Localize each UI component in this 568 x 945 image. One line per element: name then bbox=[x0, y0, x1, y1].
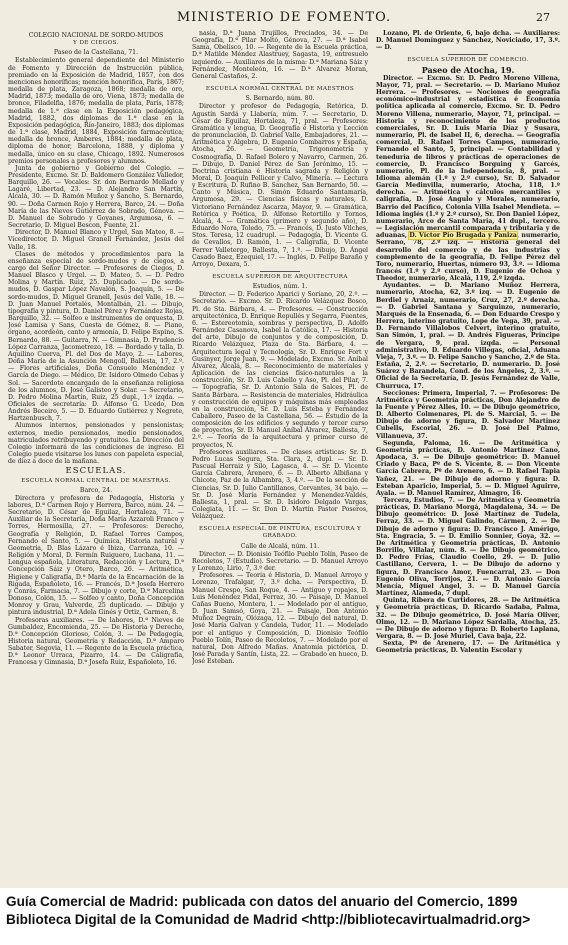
paragraph: Segunda, Paloma, 16. — De Aritmética y Geometría prácticas, D. Antonio Martínez Cano, Apodaca, 3. — De Dibujo geométrico: D. Manuel Criado y Baca, Pº de S. Vicente, 8. — Don Vicente García Cabrera, Pº de Arenero, 6. — D. Rafael Tapia Yañez, 21. — De Dibujo de adorno y figura: D. Esteban Aparicio, Imperial, 5. — D. Miguel Aguirre, Ayala. — D. Manuel Ramírez, Almagro, 16. bbox=[376, 439, 560, 497]
section-subheading: Y DE CIEGOS. bbox=[73, 40, 119, 47]
paragraph: Sexta, Pº de Arenero, 17. — De Aritmética y Geometría prácticas, D. Valentín Escolar y bbox=[376, 640, 560, 655]
section-address: Paseo de Atocha, 19. bbox=[421, 64, 515, 75]
paragraph: Clases de métodos y procedimientos para la enseñanza especial de sordo-mudos y de ciegos, a cargo del Señor Director. — Profesores de Ciegos, D. Manuel Blasco y Urgel. — D. Mateo, 5. — D. Pedro Molina y Martín. Ruiz, 25. Duplicado. — De sordo-mudos, D. Gaspar López Navalón, S. Joaquín, 5. — De sordo-mudos, D. Miguel Granell, Jesús del Valle, 18. — D. Juan Manuel Portalés, Montalbán, 21. — Dibujo, tipografía y pintura, D. Daniel Pérez y Fernández Rojas, Barquillo, 32. — Solfeo e instrumentos de orquesta, D. José Lamisa y Sans, Cuesta de Gómez, 8. — Piano, órgano, acordeón, canto y armonía, D. Felipe Espino, S. Bernardo, 88. — Guitarra, N. — Gimnasia, D. Prudencio López Carranza, Jacometrezo, 18. — Bordado y talla, D. Aquilino Cuerva, Pl. del Dos de Mayo, 2. — Labores, Doña María de la Asunción Mengoll, Ballesta, 17, 2.º. — Flores artificiales, Doña Consuelo Menéndez y García de Diego. — Médico, Dr. Isidoro Olmedo Cebas y Sol. — Sacerdote encargado de la enseñanza religiosa de los alumnos, D. José Galisteo y Solar. — Secretario, D. Pedro Molina Martín, Ruiz, 25 dupl., 1.º izqda. — Oficiales de secretaría: D. Alfonso G. Ucedo, Don Andrés Beceiro, 5. — D. Eduardo Gutiérrez y Negrete, Hartzenbusch, 7. bbox=[8, 250, 184, 423]
section-address: Paseo de la Castellana, 71. bbox=[53, 49, 139, 57]
section-address: Calle de Alcalá, núm. 11. bbox=[240, 542, 320, 550]
paragraph: Profesores auxiliares. — De clases artísticas: Sr. D. Pedro Lucas Segura, Sta. Clara, 2, dupl. — Sr. D. Pascual Herraiz y Silo, Lagasca, 4. — Sr. D. Vicente García Cabrera, Arenero, 6. — D. Alberto Albiñana y Chicote, Paz de la Albambra, 3, 4.º. — De la sección de Ciencias, Sr. D. Julio Cantillanos, Cervantes, 34 bajo. — Sr. D. José María Fernández y Menendez-Valdés, Ballesta, 1, pral. — Sr. D. Isidoro Delgado Vargas, Colegiata, 11. — Sr. Don D. Martín Pastor Poseros, Velázquez. bbox=[192, 448, 368, 521]
section-address: S. Bernardo, núm. 80. bbox=[245, 95, 315, 103]
section-heading: ESCUELA SUPERIOR DE COMERCIO. bbox=[407, 57, 529, 64]
paragraph: Director y profesor de Pedagogía, Retórica, D. Agustín Sardá y Llabería, núm. 7. — Secretario, D. César de Eguilaz, Hortaleza, 71, pral. — Profesores: Gramática y lengua, D. Geografía é Historia y Lección de pronunciación, D. Gabriel Valle, Embajadores, 21. — Aritmética y Álgebra, D. Eugenio Combarros y España, Atocha, 26. — Geometría, Trigonometría y Cosmografía, D. Rafael Bolero y Navarro, Carmen, 26. — Dibujo, D. Daniel Pérez de San Jerónimo, 15. — Doctrina cristiana é Historia sagrada y Religión y Moral, D. Joaquín Pellicer y Calvo, Minería. — Lectura y Escritura, D. Rufino B. Sanchez, San Bernardo, 50. — Canto y Música, D. Simón Eduardo Santamaría, Argumosa, 29. — Ciencias físicas y naturales, D. Victoriano Fernández Ascarza, Mayor, 9. — Gramática, Retórica y Poética, D. Alfonso Retortillo y Tornos, Alcalá, 4. — Gramática (primero y segundo año), D. Eduardo Nora, Toledo, 75. — Francés, D. Justo Vilches, Stos. Teresa, 12 cuadrupl. — Pedagogía, D. Vicente G. de Cevallos, D. Ramón, 1. — Caligrafía, D. Vicente Ferrer Valletergo, Ballesta, 7, 1.º. — Dibujo, D. Ángel Casado Baez, Ezequiel, 17. — Inglés, D. Felipe Baraño y Arroyo, Dexara, 5. bbox=[192, 103, 368, 268]
paragraph: Director. — D. Federico Aparici y Soriano, 20, 2.º. — Secretario. — Excmo. Sr. D. Ricardo Velázquez Bosco, Pl. de Sta. Bárbara, 4. — Profesores. — Construcción arquitectónica, D. Enrique Repullés y Segarra, Fuentes, 6. — Estereotomía, sombras y perspectiva, D. Adolfo Fernández Casanova, Isabel la Católica, 17. — Historia del arte, Dibujo de conjuntos y de composición, D. Ricardo Velázquez, Plaza de Sta. Bárbara, 4. — Arquitectura legal y Tecnología, Sr. D. Enrique Fort y Gusinyer, Jorge Juan, 9. — Modelado, Excmo. Sr. Aníbal Álvarez, Alcalá, 8. — Reconocimiento de materiales y Aplicación de las ciencias físico-naturales a la construcción, Sr. D. Luis Cabello y Aso, Pl. del Pilar, 7. — Topografía, Sr. D. Antonio Sala de Salces, Pl. de Santa Bárbara. — Resistencia de materiales, Hidráulica y construcción de equipos y máquinas más empleadas en la construcción, Sr. D. Luis Esteba y Fernández Caballero, Paseo de la Castellana, 56. — Estudio de la composición de los edificios y segundo y tercer curso de proyectos, Sr. D. Manuel Aníbal Álvarez, Ballesta, 7, 2.º. — Teoría de la arquitectura y primer curso de proyectos, N. bbox=[192, 291, 368, 449]
paragraph: Establecimiento general dependiente del Ministerio de Fomento y Dirección de Instrucción pública, premiado en la Exposición de Madrid, 1857, con dos menciones honoríficas; mención honorífica, París, 1867; medalla de plata, Zaragoza, 1868; medalla de oro, Madrid, 1873; medalla de oro, Viena, 1873; medalla de bronce, Filadelfia, 1876; medalla de plata, París, 1878; medalla de 1.ª clase en la Exposición pedagógica, Madrid, 1882, dos diplomas de 1.ª clase en la Exposición pedagógica, Río-Janeiro, 1883; dos diplomas de 1.ª clase, Madrid, 1884, Exposición farmacéutica; medalla de bronce, Amberes, 1884; medalla de plata, diploma de honor, Barcelona, 1888, y diploma y medalla, único en su clase, Chicago, 1892. Numerosos premios personales a profesores y alumnos. bbox=[8, 57, 184, 165]
caption-title: Guía Comercial de Madrid: publicada con datos del anuario del Comercio, 1899 bbox=[6, 894, 518, 909]
paragraph: Tercera, Estudios, 7. — De Aritmética y Geometría prácticas, D. Mariano Morgá, Magdalena, 34. — De Dibujo geométrico: D. José Martínez de Tudela, Ferraz, 33. — D. Miguel Galindo, Cármen, 2. — De Dibujo de adorno y figura: D. Francisco J. Amérigo, Sta. Engracia, 5. — D. Emilio Sonnier, Goya, 32. — De Aritmética y Geometría prácticas, D. Antonio Borrillo, Villalar, núm. 8. — De Dibujo geométrico, D. Pedro Frías, Claudio Coello, 29. — D. Julio Castillano, Cervera, 1. — De Dibujo de adorno y figura, D. Francisco Amor, Fuencarral, 23. — Don Eugenio Oliva, Torrijos, 21. — D. Antonio García Mencía, Miguel Angel, 3. — D. Manuel García Martínez, Alameda, 7 dupl. bbox=[376, 497, 560, 598]
section-heading: ESCUELA SUPERIOR DE ARQUITECTURA bbox=[212, 274, 348, 280]
paragraph: Lozano, Pl. de Oriente, 6, bajo dcha. — Auxiliares: D. Manuel Domínguez y Sánchez, Noviciado, 17, 3.º. — D. bbox=[376, 30, 560, 52]
paragraph-text: Director. — Excmo. Sr. D. Pedro Moreno Villena, Mayor, 71, pral. — Secretario. — D. Mariano Muñoz Herrera. — Profesores. — Nociones de geografía económico-industrial y estadística é Economía política aplicada al comercio, Excmo. Sr. D. Pedro Moreno Villena, numerario, Mayor, 71, principal. — Historia y reconocimiento de los productos comerciales, Sr. D. Luis María Díaz y Susara, numerario, Pl. de Isabel II, 6, derecha. — Geografía comercial, D. Rafael Torres Campos, numerario, Fernando el Santo, 5, principal. — Contabilidad y teneduría de libros y prácticas de operaciones de comercio, D. Francisco Borguing y Garcés, numerario, Pl. de la Independencia, 8, pral. — Idioma alemán (1.º y 2.º curso), Sr. D. Salvador García Medinvilla, numerario, Atocha, 118, 1.º derecha. — Aritmética y cálculos mercantiles y caligrafía, D. José Angulo y Morales, numerario, Barrio del Pacífico, Colonia Villa Isabel Mendieta. — Idioma inglés (1.º y 2.º curso), Sr. Don Daniel López, numerario, Arco de Santa María, 41 dupl., tercero. — Legislación mercantil comparada y tributaria y de aduanas, bbox=[376, 74, 560, 240]
paragraph: nasia, D.ª Juana Trujillos, Preciados, 34. — De Geografía, D.ª Pilar Moltó, Génova, 27. — D.ª Isabel Sama, Obelisco, 10. — Regente de la Escuela práctica, D.ª Matilde Méndez Alastruey, Sagasta, 19, entresuelo izquierdo. — Auxiliares de la misma: D.ª Mariana Sáiz y Fernández, Monteleón, 16. — D.ª Alvarez Moran, General Castaños, 2. bbox=[192, 30, 368, 80]
column-right bbox=[376, 30, 560, 882]
divider bbox=[260, 523, 300, 524]
section-heading: COLEGIO NACIONAL DE SORDO-MUDOS bbox=[28, 32, 164, 39]
paragraph: Ayudantes. — D. Mariano Muñoz Herrera, numerario, Atocha, 62, 3.º izq. — D. Eugenio de Berdiel y Arnaiz, numerario, Cruz, 27, 2.º derecha. — D. Gabriel Santana y Sarguinzo, numerario, Marqués de la Ensenada, 6. — Don Eduardo Crespo y Herrera, interino gratuito, Lope de Vega, 39, pral. — D. Fernando Villalobos Celvert, interino gratuito, San Simón, 1, pral. — D. Andrés Figueras, Príncipe de Vergara, 9, pral. izqda. — Personal administrativo, D. Eduardo Villegas, oficial, Aduana Vieja, 7, 3.º. — D. Felipe Sancho y Sancho, 2.º de Sta. Estaña, 2, 2.º. — Secretario, D. numerario. D. José Suárez y Barandela, Cond. de los Ángeles, 2, 3.º. — Oficial de la Secretaría, D. Jesús Fernández de Valle, Churruca, 17. bbox=[376, 282, 560, 390]
divider bbox=[260, 271, 300, 272]
caption-bar bbox=[0, 888, 568, 945]
paragraph: Director, D. Manuel Blanco y Urgel, San Mateo, 8. — Vicedirector, D. Miguel Granell Fernández, Jesús del Valle, 18. bbox=[8, 229, 184, 251]
paragraph: Profesores. — Teoría é Historia, D. Manuel Arroyo y Lorenzo, Trafalgar, 7, 3.º dcha. — Perspectiva, D. Manuel Crespo, San Roque, 4. — Antiguo y ropajes, D. Luis Menéndez Pidal, Ferraz, 30. — Paisaje, D. Manuel Cañas Bueno, Montera, 1. — Modelado por el antiguo, D. Juan Samsó, Goya, 21. — Paisaje, Don Antonio Muñoz Degrain, Olózaga, 12. — Dibujo del natural, D. José María Galvan y Candela, Tudor, 11. — Modelado por el antiguo y Composición, D. Dionisio Teófilo Pueblo Tolín, Paseo de Recoletos, 7. — Modelado por el natural, Don Alfredo Mañas. Anatomía pictórica, D. José Parada y Santín, Lista, 22. — Grabado en hueco, D. José Esteban. bbox=[192, 572, 368, 666]
paragraph bbox=[376, 75, 560, 283]
divider bbox=[260, 83, 300, 84]
section-heading: ESCUELA NORMAL CENTRAL DE MAESTROS bbox=[205, 86, 355, 93]
column-middle bbox=[192, 30, 368, 882]
page-header bbox=[0, 10, 568, 30]
paragraph: Directora y profesora de Pedagogía, Historia y labores, D.ª Carmen Rojo y Herrera, Barco, núm. 24. — Secretario, D. César de Eguilaz, Hortaleza, 71. — Auxiliar de la Secretaría, Doña María Azzaroli Franco y Torres, Hermosilla, 27. — Profesores: Derecho, Geografía y Religión, D. Rafael Torres Campos, Fernando el Santo, 5. — Química, Historia natural y Geometría, D. Blas Lázaro é Ibiza, Carranza, 10. — Religión y Moral, D. Fermín Ruiguero, Luchana, 11. — Lengua española, Literatura, Redacción y Lectura, D.ª Concepción Sáiz y Otero, Barco, 26. — Aritmética, Higiene y Caligrafía, D.ª María de la Encarnación de la Rigada, Españoleto, 16. — Francés, D.ª Josefa Herrero y Conrás, Farmacia, 7. — Dibujo y corte, D.ª Marcelina Donoso, Colón, 15. — Solfeo y canto, Doña Concepción Monroy y Grau, Valverde, 25 duplicado. — Dibujo y pintura industrial, D.ª Adela Ginés y Ortiz, Carmen, 8. bbox=[8, 494, 184, 617]
paragraph: Alumnos internos, pensionados y pensionistas; externos, medio pensionados, medio pensionados, matriculados retribuyendo y gratuitos. La Dirección del Colegio informará de las condiciones de ingreso. El Colegio puede visitarse los lunes con papeleta especial, de diez a doce de la mañana. bbox=[8, 422, 184, 466]
divider bbox=[448, 54, 488, 55]
paragraph: Secciones: Primera, Imperial, 7. — Profesores: De Aritmética y Geometría prácticas, Don Alejandro de la Fuente y Pérez Alles, 10. — De Dibujo geométrico, D. Alberto Colmenares, Pl. de S. Marcial, 5. — De Dibujo de adorno y figura, D. Salvador Martínez Cubells, Escorial, 26. — D. José Del Palmo, Villanueva, 37. bbox=[376, 389, 560, 440]
paragraph: Director. — D. Dionisio Teófilo Pueblo Tolín, Paseo de Recoletos, 7 (Estudio). Secretario. — D. Manuel Arroyo y Lorenzo, Lirio, 7, 3.º der. bbox=[192, 550, 368, 573]
running-title: MINISTERIO DE FOMENTO. bbox=[176, 10, 392, 25]
caption-source: Biblioteca Digital de la Comunidad de Madrid <http://bibliotecavirtualmadrid.org> bbox=[6, 912, 531, 927]
section-heading: ESCUELAS. bbox=[65, 466, 127, 477]
highlighted-name: D. Víctor Pío Brugada y Paniza bbox=[409, 232, 517, 240]
column-left bbox=[8, 30, 184, 882]
paragraph: Junta de gobierno y Gobierno del Colegio. — Presidente, Excmo. Sr. D. Baldomero González Valledor, Barquillo, 26. — Vocales: Sr. don Bernardo Mellado y Lagaré, Libertad, 23. — D. Alejandro San Martín, Alcalá, 30. — D. Ramón Muñoz y Sancho, S. Bernardo, 90. — Doña Carmen Rojo y Herrera, Barco, 24. — Doña María de las Nieves Gutiérrez de Sobrado, Génova. — D. Manuel de Sobrado y Goyanes, Argumosa, 6. — Secretario, D. Miguel Bescon, Fuente, 21. bbox=[8, 164, 184, 230]
section-address: Estudios, núm. 1. bbox=[252, 283, 308, 291]
section-heading: ESCUELA ESPECIAL DE PINTURA, ESCULTURA Y GRABADO. bbox=[198, 526, 362, 540]
section-address: Barco, 24. bbox=[79, 486, 113, 494]
paragraph: Profesoras auxiliares. — De labores, D.ª Nieves de Gumbaldez, Encomienda, 25. — De Historia y Derecho, D.ª Concepción Glorioso, Colón, 3. — De Pedagogía, Historia natural, Geometría y Redacción, D.ª Amparo Sabater, Segovia, 11. — Regente de la Escuela práctica, D.ª Leonor Urraca, Pizarro, 14. — De Caligrafía, Francesa y Gimnasia, D.ª Josefa Ruiz, Españoleto, 16. bbox=[8, 616, 184, 667]
paragraph-text: , numerario, Serrano, 78, 2.º izq. — Historia general del desarrollo del comercio y de las industrias y complemento de la geografía, D. Felipe Pérez del Toro, numerario, Huertas, número 93, 3.º. — Idioma francés (1.º y 2.º curso), D. Eugenio de Ochoa y Theodor, numerario, Alcalá, 119, 2.º izqda. bbox=[376, 232, 560, 283]
section-subheading: ESCUELA NORMAL CENTRAL DE MAESTRAS. bbox=[21, 477, 171, 484]
page-number: 27 bbox=[536, 11, 550, 24]
paragraph: Quinta, Ribera de Curtidores, 28. — De Aritmética y Geometría prácticas, D. Ricardo Sadaba, Palma, 32. — De Dibujo geométrico, D. José María Oliver, Olmo, 12. — D. Mariano López Sardalla, Atocha, 25. — De Dibujo de adorno y figura: D. Roberto Laplana, Vergara, 8. — D. José Muriel, Cava baja, 22. bbox=[376, 597, 560, 640]
